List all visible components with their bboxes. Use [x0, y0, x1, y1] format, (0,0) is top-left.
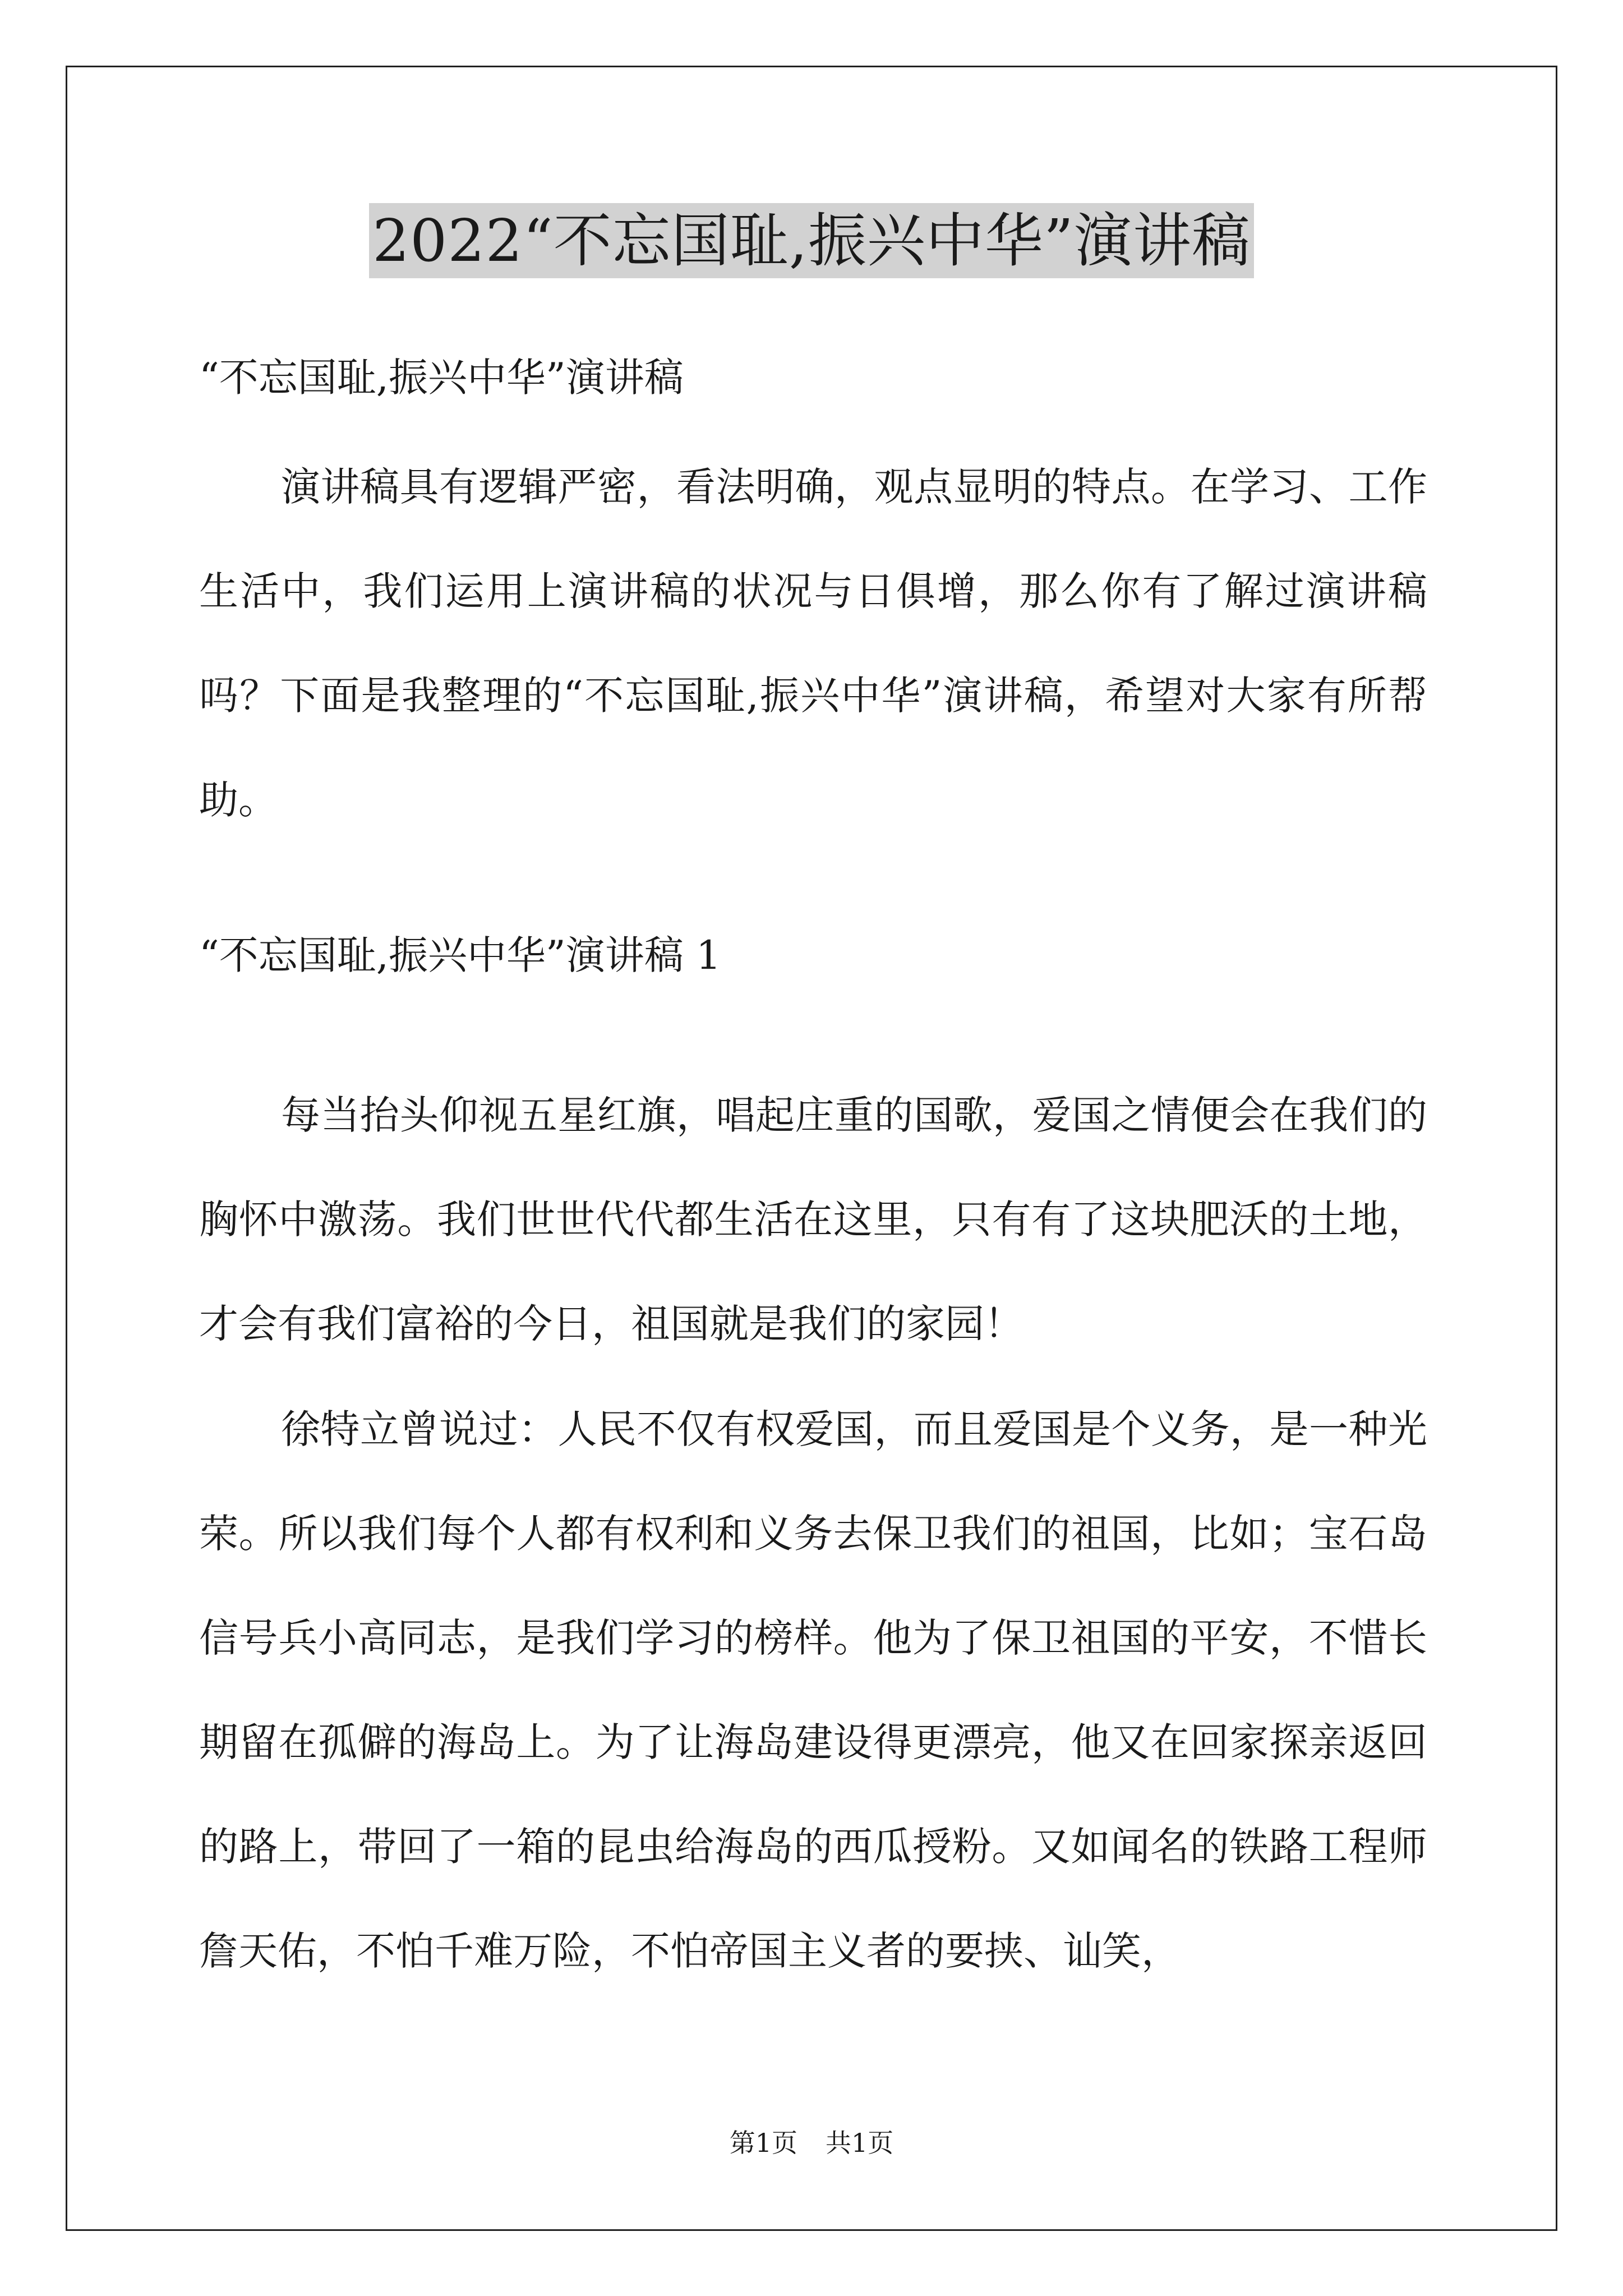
section-heading: “不忘国耻,振兴中华”演讲稿 1 — [199, 932, 721, 978]
document-title: 2022“不忘国耻,振兴中华”演讲稿 — [369, 203, 1254, 278]
page-footer — [0, 2126, 1623, 2160]
title-container — [0, 203, 1623, 278]
intro-paragraph: 演讲稿具有逻辑严密，看法明确，观点显明的特点。在学习、工作生活中，我们运用上演讲稿的状况与日俱增，那么你有了解过演讲稿吗？下面是我整理的“不忘国耻,振兴中华”演讲稿，希望对大家有所帮助。 — [199, 464, 1427, 823]
page-number-current: 第1页 — [729, 2128, 797, 2158]
page-number-total: 共1页 — [826, 2128, 894, 2158]
body-paragraph-2: 徐特立曾说过：人民不仅有权爱国，而且爱国是个义务，是一种光荣。所以我们每个人都有权利和义务去保卫我们的祖国，比如；宝石岛信号兵小高同志，是我们学习的榜样。他为了保卫祖国的平安，不惜长期留在孤僻的海岛上。为了让海岛建设得更漂亮，他又在回家探亲返回的路上，带回了一箱的昆虫给海岛的西瓜授粉。又如闻名的铁路工程师詹天佑，不怕千难万险，不怕帝国主义者的要挟、讪笑， — [199, 1406, 1427, 1974]
body-paragraph-1: 每当抬头仰视五星红旗，唱起庄重的国歌，爱国之情便会在我们的胸怀中激荡。我们世世代代都生活在这里，只有有了这块肥沃的土地，才会有我们富裕的今日，祖国就是我们的家园！ — [199, 1092, 1427, 1347]
document-subtitle: “不忘国耻,振兴中华”演讲稿 — [199, 355, 684, 401]
